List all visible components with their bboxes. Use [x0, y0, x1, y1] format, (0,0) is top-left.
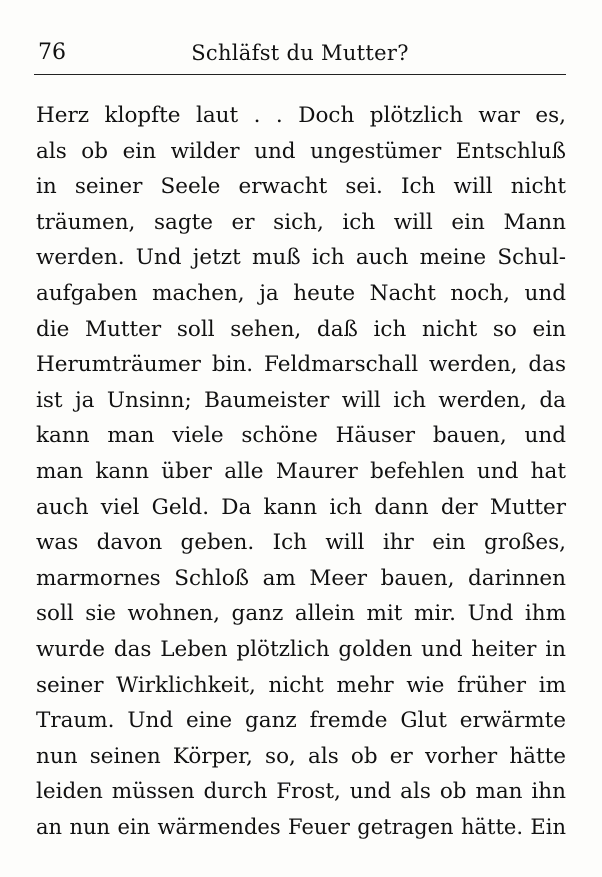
- text-line: soll sie wohnen, ganz allein mit mir. Und ihm: [36, 601, 566, 627]
- page-header: [34, 38, 566, 72]
- text-line: was davon geben. Ich will ihr ein großes,: [36, 530, 566, 556]
- text-line: als ob ein wilder und ungestümer Entschluß: [36, 138, 566, 164]
- header-rule: [34, 74, 566, 75]
- running-title: Schläfst du Mutter?: [191, 41, 409, 65]
- text-line: Herz klopfte laut . . Doch plötzlich war es,: [36, 103, 566, 128]
- text-line: Herumträumer bin. Feldmarschall werden, das: [36, 352, 566, 378]
- text-line: marmornes Schloß am Meer bauen, darinnen: [36, 565, 566, 591]
- text-line: leiden müssen durch Frost, und als ob man ihn: [36, 779, 566, 805]
- text-line: seiner Wirklichkeit, nicht mehr wie früher im: [36, 672, 566, 698]
- text-line: Traum. Und eine ganz fremde Glut erwärmte: [36, 708, 566, 734]
- text-line: nun seinen Körper, so, als ob er vorher hätte: [36, 743, 566, 769]
- text-line: werden. Und jetzt muß ich auch meine Schul-: [36, 245, 566, 271]
- text-line: die Mutter soll sehen, daß ich nicht so ein: [36, 316, 566, 342]
- page-number: 76: [38, 40, 66, 65]
- text-line: ist ja Unsinn; Baumeister will ich werden, da: [36, 387, 566, 413]
- text-line: in seiner Seele erwacht sei. Ich will nicht: [36, 174, 566, 200]
- text-line: an nun ein wärmendes Feuer getragen hätte. Ein: [36, 814, 566, 839]
- body-text: [36, 98, 566, 845]
- text-line: träumen, sagte er sich, ich will ein Mann: [36, 209, 566, 235]
- text-line: auch viel Geld. Da kann ich dann der Mutter: [36, 494, 566, 520]
- text-line: aufgaben machen, ja heute Nacht noch, und: [36, 280, 566, 306]
- text-line: wurde das Leben plötzlich golden und heiter in: [36, 636, 566, 662]
- text-line: man kann über alle Maurer befehlen und hat: [36, 458, 566, 484]
- text-line: kann man viele schöne Häuser bauen, und: [36, 423, 566, 449]
